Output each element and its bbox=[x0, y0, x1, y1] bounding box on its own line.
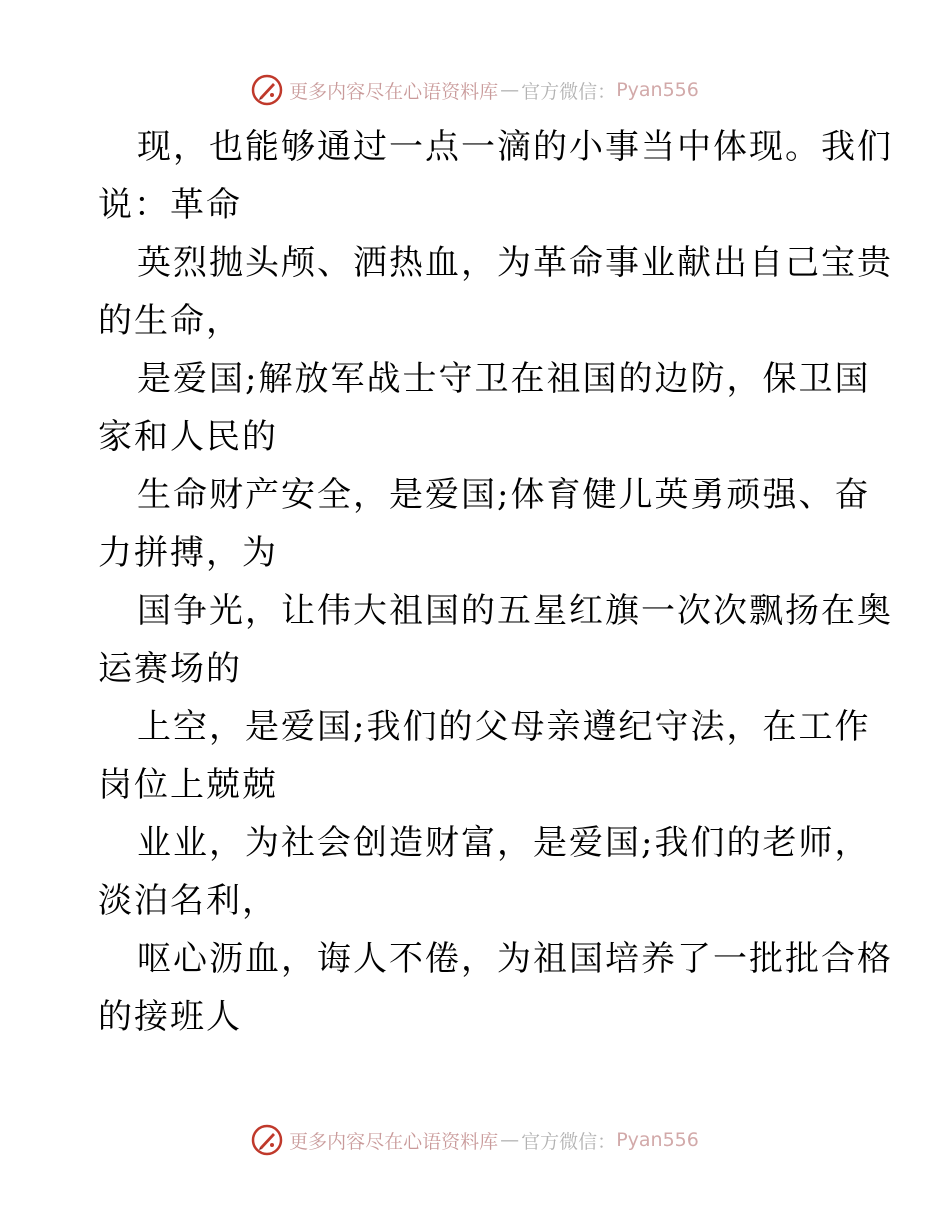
text-line: 现，也能够通过一点一滴的小事当中体现。我们 bbox=[137, 127, 893, 167]
text-line: 的接班人 bbox=[98, 997, 242, 1037]
header-separator: — bbox=[500, 79, 520, 101]
header-wechat-handle: Pyan556 bbox=[616, 79, 699, 101]
text-line: 是爱国;解放军战士守卫在祖国的边防，保卫国 bbox=[137, 359, 871, 399]
document-body bbox=[98, 118, 893, 1046]
text-line: 的生命， bbox=[98, 301, 242, 341]
header-wechat-label: 官方微信： bbox=[521, 80, 617, 103]
text-line: 上空，是爱国;我们的父母亲遵纪守法，在工作 bbox=[137, 707, 871, 747]
header-site-name: 更多内容尽在心语资料库 bbox=[289, 80, 499, 103]
quill-pen-logo-icon bbox=[251, 1124, 283, 1156]
footer-wechat-handle: Pyan556 bbox=[616, 1129, 699, 1151]
text-line: 国争光，让伟大祖国的五星红旗一次次飘扬在奥 bbox=[137, 591, 893, 631]
text-line: 呕心沥血，诲人不倦，为祖国培养了一批批合格 bbox=[137, 939, 893, 979]
quill-pen-logo-icon bbox=[251, 74, 283, 106]
footer-banner bbox=[0, 1120, 950, 1160]
footer-wechat-label: 官方微信： bbox=[521, 1130, 617, 1153]
text-line: 家和人民的 bbox=[98, 417, 278, 457]
text-line: 生命财产安全，是爱国;体育健儿英勇顽强、奋 bbox=[137, 475, 871, 515]
header-banner bbox=[0, 70, 950, 110]
text-line: 淡泊名利， bbox=[98, 881, 278, 921]
text-line: 说：革命 bbox=[98, 185, 242, 225]
footer-site-name: 更多内容尽在心语资料库 bbox=[289, 1130, 499, 1153]
text-line: 力拼搏，为 bbox=[98, 533, 278, 573]
text-line: 业业，为社会创造财富，是爱国;我们的老师， bbox=[137, 823, 871, 863]
text-line: 英烈抛头颅、洒热血，为革命事业献出自己宝贵 bbox=[137, 243, 893, 283]
text-line: 运赛场的 bbox=[98, 649, 242, 689]
footer-separator: — bbox=[500, 1129, 520, 1151]
text-line: 岗位上兢兢 bbox=[98, 765, 278, 805]
